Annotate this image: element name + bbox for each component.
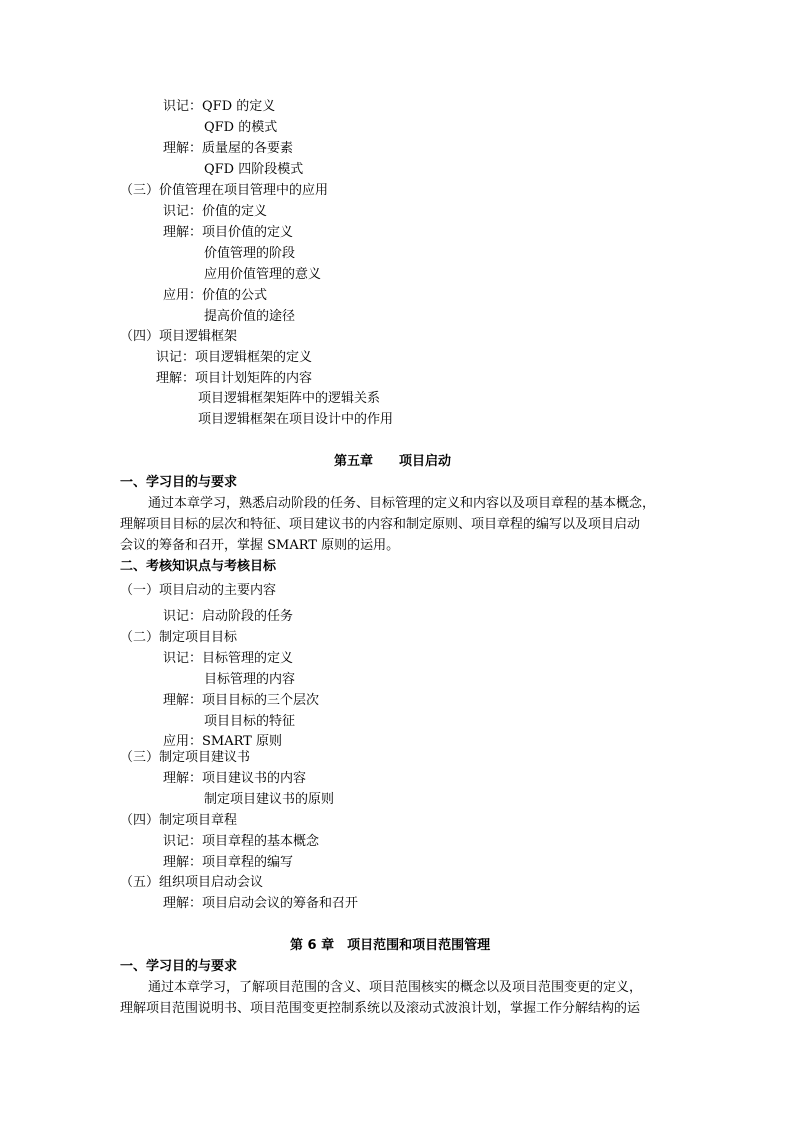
list-item: 识记：目标管理的定义 bbox=[163, 651, 294, 666]
list-item: 识记：价值的定义 bbox=[163, 204, 268, 219]
list-item: 价值管理的阶段 bbox=[204, 246, 296, 261]
paragraph-line: 通过本章学习，了解项目范围的含义、项目范围核实的概念以及项目范围变更的定义， bbox=[148, 980, 643, 995]
section-heading: （五）组织项目启动会议 bbox=[120, 875, 264, 890]
list-item: 项目逻辑框架矩阵中的逻辑关系 bbox=[198, 391, 381, 406]
paragraph-line: 理解项目目标的层次和特征、项目建议书的内容和制定原则、项目章程的编写以及项目启动 bbox=[120, 517, 641, 532]
section-heading: 一、学习目的与要求 bbox=[120, 475, 238, 490]
chapter-title: 第 6 章 项目范围和项目范围管理 bbox=[290, 938, 491, 953]
list-item: 识记：项目逻辑框架的定义 bbox=[156, 350, 313, 365]
list-item: 应用：价值的公式 bbox=[163, 288, 268, 303]
list-item: 理解：项目目标的三个层次 bbox=[163, 693, 320, 708]
chapter-title: 第五章 项目启动 bbox=[334, 454, 452, 469]
list-item: 理解：项目章程的编写 bbox=[163, 855, 294, 870]
list-item: 制定项目建议书的原则 bbox=[204, 792, 335, 807]
paragraph-line: 理解项目范围说明书、项目范围变更控制系统以及滚动式波浪计划，掌握工作分解结构的运 bbox=[120, 1001, 641, 1016]
section-heading: （一）项目启动的主要内容 bbox=[120, 583, 277, 598]
list-item: 理解：项目计划矩阵的内容 bbox=[156, 371, 313, 386]
qfd-item: 识记：QFD 的定义 bbox=[163, 99, 276, 114]
qfd-item: QFD 的模式 bbox=[204, 120, 278, 135]
qfd-item: 理解：质量屋的各要素 bbox=[163, 141, 294, 156]
section-heading: 一、学习目的与要求 bbox=[120, 959, 238, 974]
paragraph-line: 会议的筹备和召开，掌握 SMART 原则的运用。 bbox=[120, 538, 400, 553]
section-heading: （三）制定项目建议书 bbox=[120, 750, 251, 765]
list-item: 识记：启动阶段的任务 bbox=[163, 609, 294, 624]
qfd-item: QFD 四阶段模式 bbox=[204, 162, 304, 177]
section-heading: （四）项目逻辑框架 bbox=[120, 329, 238, 344]
section-heading: （二）制定项目目标 bbox=[120, 630, 238, 645]
list-item: 理解：项目建议书的内容 bbox=[163, 771, 307, 786]
list-item: 应用：SMART 原则 bbox=[163, 734, 282, 749]
list-item: 理解：项目启动会议的筹备和召开 bbox=[163, 896, 359, 911]
section-heading: 二、考核知识点与考核目标 bbox=[120, 559, 277, 574]
list-item: 提高价值的途径 bbox=[204, 309, 296, 324]
list-item: 目标管理的内容 bbox=[204, 672, 296, 687]
list-item: 识记：项目章程的基本概念 bbox=[163, 834, 320, 849]
section-heading: （三）价值管理在项目管理中的应用 bbox=[120, 183, 329, 198]
paragraph-line: 通过本章学习，熟悉启动阶段的任务、目标管理的定义和内容以及项目章程的基本概念， bbox=[148, 496, 656, 511]
list-item: 项目逻辑框架在项目设计中的作用 bbox=[198, 412, 394, 427]
list-item: 项目目标的特征 bbox=[204, 714, 296, 729]
list-item: 应用价值管理的意义 bbox=[204, 267, 322, 282]
section-heading: （四）制定项目章程 bbox=[120, 813, 238, 828]
list-item: 理解：项目价值的定义 bbox=[163, 225, 294, 240]
